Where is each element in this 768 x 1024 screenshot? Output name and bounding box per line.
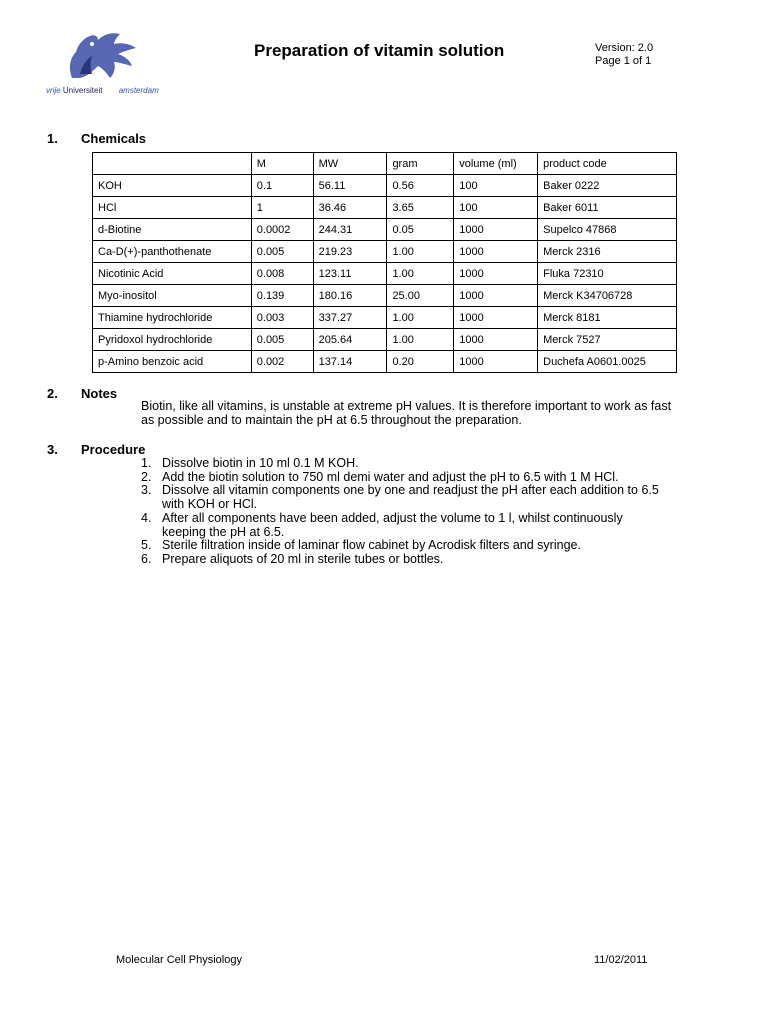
table-cell: 1000 (454, 263, 538, 285)
page-label: Page 1 of 1 (595, 55, 652, 67)
table-cell: 0.1 (251, 175, 313, 197)
section-number-procedure: 3. (47, 442, 58, 457)
table-cell: 0.005 (251, 241, 313, 263)
section-number-chemicals: 1. (47, 131, 58, 146)
document-title: Preparation of vitamin solution (254, 41, 505, 60)
table-cell: Ca-D(+)-panthothenate (93, 241, 252, 263)
table-cell: 1.00 (387, 263, 454, 285)
table-row (93, 219, 677, 241)
version-label: Version: 2.0 (595, 42, 654, 54)
table-cell: 219.23 (313, 241, 387, 263)
table-cell: 337.27 (313, 307, 387, 329)
table-cell: HCl (93, 197, 252, 219)
table-cell: Merck 2316 (538, 241, 677, 263)
step-number: 6. (141, 551, 152, 566)
table-cell: 1000 (454, 351, 538, 373)
table-cell: 36.46 (313, 197, 387, 219)
procedure-step (141, 512, 661, 539)
table-cell: Myo-inositol (93, 285, 252, 307)
step-number: 2. (141, 469, 152, 484)
table-header-cell: product code (538, 153, 677, 175)
footer-department: Molecular Cell Physiology (116, 954, 242, 966)
table-cell: 0.20 (387, 351, 454, 373)
step-text: Prepare aliquots of 20 ml in sterile tubes or bottles. (162, 551, 444, 566)
table-cell: 0.005 (251, 329, 313, 351)
section-number-notes: 2. (47, 386, 58, 401)
logo-wordmark (46, 86, 159, 95)
table-row (93, 285, 677, 307)
table-cell: 0.56 (387, 175, 454, 197)
table-cell: KOH (93, 175, 252, 197)
table-cell: Baker 6011 (538, 197, 677, 219)
procedure-step (141, 471, 661, 485)
step-text: Dissolve all vitamin components one by one and readjust the pH after each addition to 6.5 with KOH or HCl. (162, 483, 659, 512)
table-cell: 205.64 (313, 329, 387, 351)
procedure-step (141, 553, 661, 567)
procedure-step (141, 457, 661, 471)
document-meta (595, 42, 653, 68)
table-cell: 25.00 (387, 285, 454, 307)
table-cell: Fluka 72310 (538, 263, 677, 285)
table-cell: 180.16 (313, 285, 387, 307)
step-text: After all components have been added, adjust the volume to 1 l, whilst continuously keeping the pH at 6.5. (162, 510, 623, 539)
logo-word-amsterdam: amsterdam (118, 86, 159, 95)
section-title-chemicals: Chemicals (81, 131, 147, 146)
table-header-cell: M (251, 153, 313, 175)
table-cell: Nicotinic Acid (93, 263, 252, 285)
griffin-icon (60, 30, 140, 82)
table-cell: Baker 0222 (538, 175, 677, 197)
table-cell: Pyridoxol hydrochloride (93, 329, 252, 351)
table-cell: 1.00 (387, 329, 454, 351)
table-cell: 244.31 (313, 219, 387, 241)
table-cell: 1 (251, 197, 313, 219)
chemicals-table (92, 152, 677, 373)
step-number: 4. (141, 510, 152, 525)
table-cell: 1000 (454, 219, 538, 241)
table-row (93, 241, 677, 263)
table-header-cell: volume (ml) (454, 153, 538, 175)
table-cell: 100 (454, 197, 538, 219)
table-cell: p-Amino benzoic acid (93, 351, 252, 373)
footer-date: 11/02/2011 (594, 954, 648, 966)
table-row (93, 197, 677, 219)
table-cell: Merck 7527 (538, 329, 677, 351)
step-number: 5. (141, 538, 152, 553)
table-cell: 0.05 (387, 219, 454, 241)
logo-word-vrije: vrije (46, 86, 61, 95)
table-header-cell: MW (313, 153, 387, 175)
table-row (93, 263, 677, 285)
step-text: Sterile filtration inside of laminar flow cabinet by Acrodisk filters and syringe. (162, 538, 581, 553)
table-cell: 0.139 (251, 285, 313, 307)
table-cell: 56.11 (313, 175, 387, 197)
procedure-step (141, 484, 661, 511)
step-number: 3. (141, 483, 152, 498)
table-cell: 0.003 (251, 307, 313, 329)
table-row (93, 307, 677, 329)
section-title-procedure: Procedure (81, 442, 146, 457)
table-cell: Merck K34706728 (538, 285, 677, 307)
table-cell: 137.14 (313, 351, 387, 373)
table-cell: 0.008 (251, 263, 313, 285)
table-cell: Supelco 47868 (538, 219, 677, 241)
section-title-notes: Notes (81, 386, 118, 401)
table-cell: 0.0002 (251, 219, 313, 241)
table-header-cell (93, 153, 252, 175)
table-cell: Thiamine hydrochloride (93, 307, 252, 329)
table-header-row (93, 153, 677, 175)
table-cell: 0.002 (251, 351, 313, 373)
procedure-step (141, 539, 661, 553)
table-header-cell: gram (387, 153, 454, 175)
table-cell: Duchefa A0601.0025 (538, 351, 677, 373)
table-cell: 1.00 (387, 307, 454, 329)
table-cell: 1000 (454, 241, 538, 263)
step-text: Dissolve biotin in 10 ml 0.1 M KOH. (162, 456, 359, 470)
logo-word-universiteit: Universiteit (62, 86, 103, 95)
table-cell: 1000 (454, 285, 538, 307)
university-logo (40, 30, 192, 98)
procedure-list (141, 457, 661, 567)
table-cell: 1000 (454, 329, 538, 351)
table-cell: 100 (454, 175, 538, 197)
table-cell: Merck 8181 (538, 307, 677, 329)
table-cell: 3.65 (387, 197, 454, 219)
notes-paragraph: Biotin, like all vitamins, is unstable at extreme pH values. It is therefore important to work as fast as possible and to maintain the pH at 6.5 throughout the preparation. (141, 399, 672, 427)
step-number: 1. (141, 456, 152, 470)
table-cell: 123.11 (313, 263, 387, 285)
table-row (93, 175, 677, 197)
step-text: Add the biotin solution to 750 ml demi water and adjust the pH to 6.5 with 1 M HCl. (162, 469, 619, 484)
table-row (93, 329, 677, 351)
table-cell: 1.00 (387, 241, 454, 263)
table-cell: d-Biotine (93, 219, 252, 241)
table-row (93, 351, 677, 373)
table-cell: 1000 (454, 307, 538, 329)
